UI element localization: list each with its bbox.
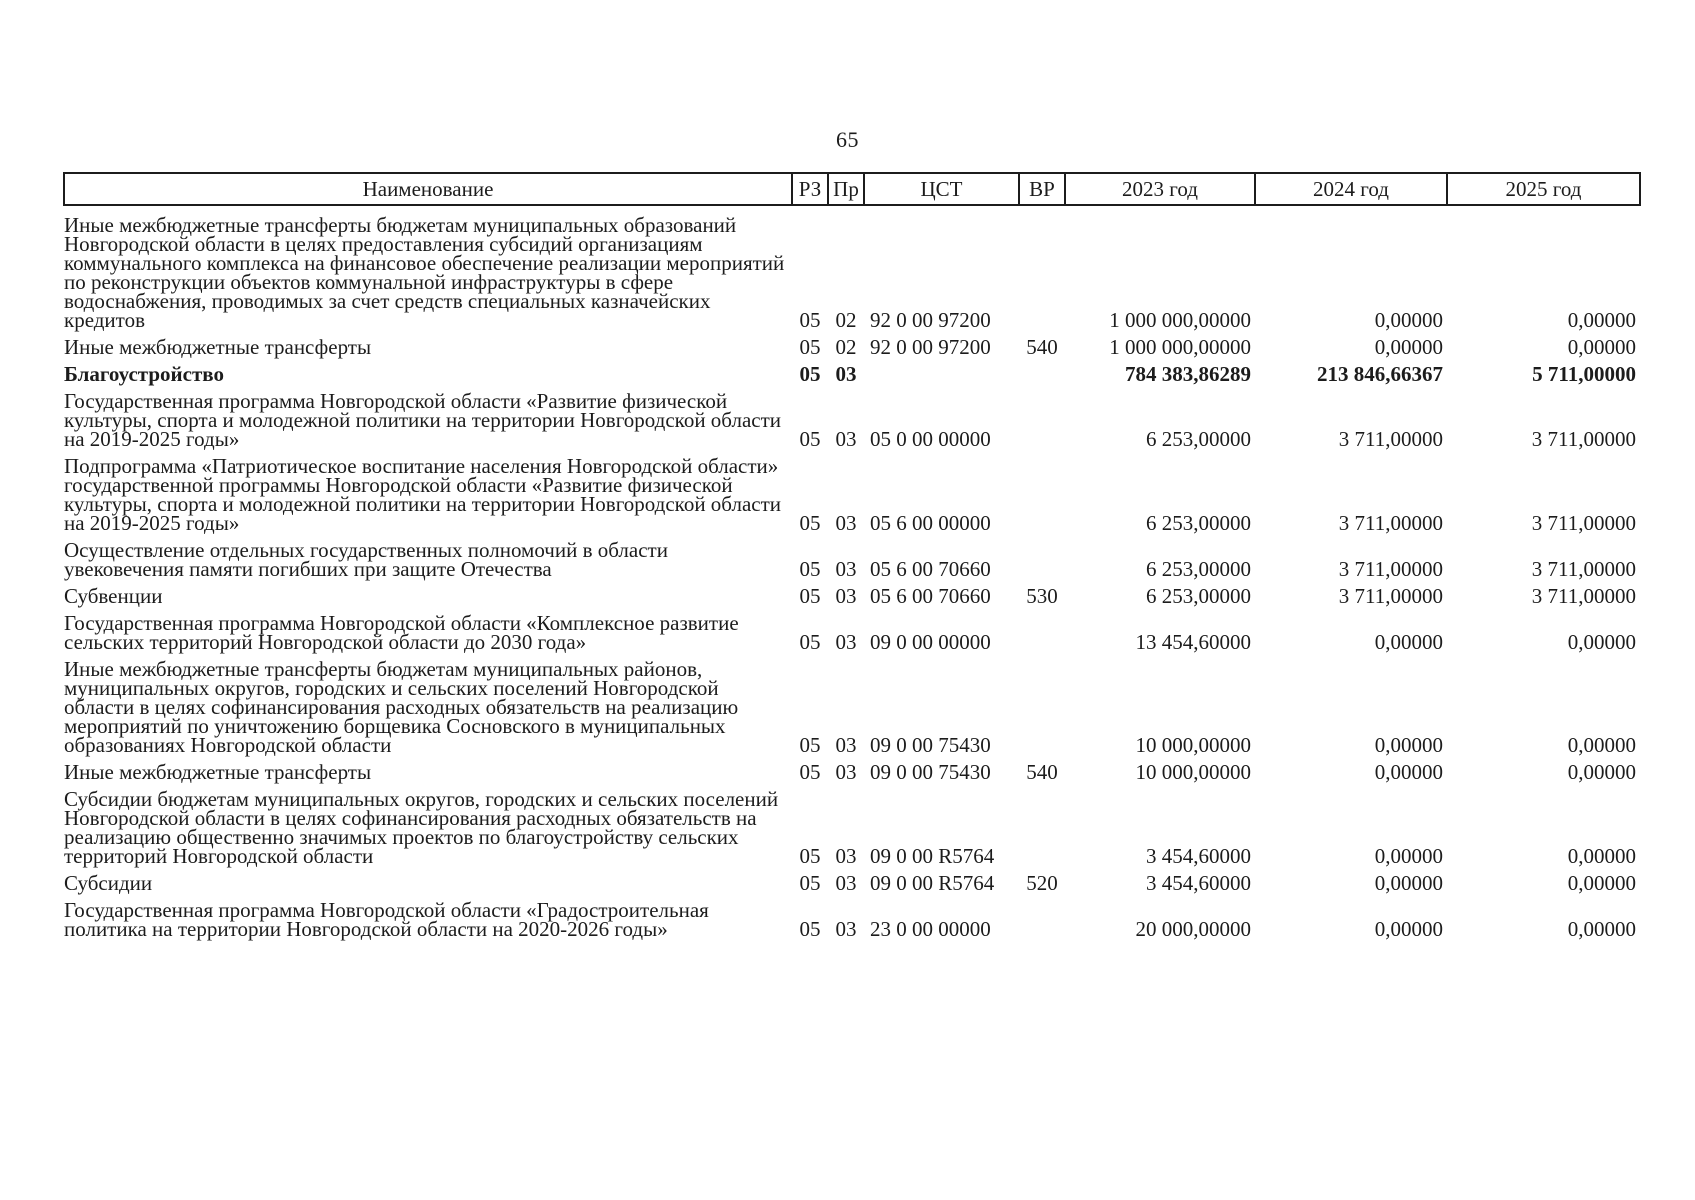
row-rz: 05 — [799, 733, 821, 757]
row-vr: 540 — [1026, 335, 1058, 359]
row-2023: 10 000,00000 — [1135, 733, 1251, 757]
header-name: Наименование — [64, 173, 792, 205]
row-rz: 05 — [799, 557, 821, 581]
row-2025: 0,00000 — [1567, 760, 1636, 784]
row-2023: 1 000 000,00000 — [1109, 308, 1251, 332]
row-cst: 09 0 00 00000 — [870, 630, 991, 654]
table-header-row — [64, 173, 1640, 205]
table-row — [64, 541, 1640, 587]
table-row — [64, 614, 1640, 660]
row-cst: 23 0 00 00000 — [870, 917, 991, 941]
row-rz: 05 — [799, 917, 821, 941]
row-2024: 3 711,00000 — [1338, 557, 1443, 581]
row-vr — [1019, 457, 1065, 541]
row-pr: 03 — [835, 630, 857, 654]
row-rz: 05 — [799, 871, 821, 895]
row-pr: 02 — [835, 335, 857, 359]
row-2025: 3 711,00000 — [1531, 557, 1636, 581]
row-2023: 1 000 000,00000 — [1109, 335, 1251, 359]
row-cst: 05 6 00 70660 — [870, 584, 991, 608]
row-name: Государственная программа Новгородской области «Комплексное развитие сельских территорий Новгородской области до 2030 года» — [64, 611, 739, 654]
row-2025: 0,00000 — [1567, 630, 1636, 654]
row-name: Субвенции — [64, 584, 163, 608]
row-2024: 213 846,66367 — [1317, 362, 1443, 386]
table-row — [64, 205, 1640, 338]
row-cst: 05 0 00 00000 — [870, 427, 991, 451]
table-row — [64, 392, 1640, 457]
row-2024: 3 711,00000 — [1338, 427, 1443, 451]
page-number: 65 — [836, 127, 859, 152]
header-pr: Пр — [828, 173, 864, 205]
row-name: Осуществление отдельных государственных полномочий в области увековечения памяти погибших при защите Отечества — [64, 538, 668, 581]
row-2023: 6 253,00000 — [1146, 511, 1251, 535]
table-row — [64, 457, 1640, 541]
row-pr: 03 — [835, 917, 857, 941]
row-2023: 6 253,00000 — [1146, 557, 1251, 581]
row-vr — [1019, 790, 1065, 874]
row-cst — [864, 365, 1019, 392]
row-name: Субсидии бюджетам муниципальных округов, городских и сельских поселений Новгородской области в целях софинансирования расходных обязательств на реализацию общественно значимых проектов по благоустройству сельских территорий Новгородской области — [64, 787, 779, 868]
row-name: Субсидии — [64, 871, 153, 895]
row-2023: 20 000,00000 — [1135, 917, 1251, 941]
table-row — [64, 874, 1640, 901]
row-2025: 3 711,00000 — [1531, 427, 1636, 451]
row-cst: 92 0 00 97200 — [870, 335, 991, 359]
row-2024: 3 711,00000 — [1338, 584, 1443, 608]
row-2025: 0,00000 — [1567, 733, 1636, 757]
row-2025: 3 711,00000 — [1531, 511, 1636, 535]
row-2023: 3 454,60000 — [1146, 844, 1251, 868]
row-2025: 0,00000 — [1567, 335, 1636, 359]
row-name: Государственная программа Новгородской области «Развитие физической культуры, спорта и молодежной политики на территории Новгородской области на 2019-2025 годы» — [64, 389, 782, 451]
row-vr — [1019, 660, 1065, 763]
header-2025: 2025 год — [1447, 173, 1640, 205]
row-vr — [1019, 205, 1065, 338]
row-name: Иные межбюджетные трансферты — [64, 335, 372, 359]
header-2023: 2023 год — [1065, 173, 1255, 205]
row-2025: 3 711,00000 — [1531, 584, 1636, 608]
row-rz: 05 — [799, 630, 821, 654]
row-2024: 0,00000 — [1374, 871, 1443, 895]
row-cst: 05 6 00 00000 — [870, 511, 991, 535]
row-2025: 0,00000 — [1567, 844, 1636, 868]
row-name: Иные межбюджетные трансферты бюджетам муниципальных образований Новгородской области в целях предоставления субсидий организациям коммунального комплекса на финансовое обеспечение реализации мероприятий по реконструкции объектов коммунальной инфраструктуры в сфере водоснабжения, проводимых за счет средств специальных казначейских кредитов — [64, 213, 785, 332]
row-pr: 03 — [835, 584, 857, 608]
row-pr: 03 — [835, 362, 857, 386]
table-row — [64, 763, 1640, 790]
row-vr — [1019, 541, 1065, 587]
row-pr: 03 — [835, 871, 857, 895]
row-cst: 09 0 00 R5764 — [870, 844, 995, 868]
row-pr: 03 — [835, 511, 857, 535]
row-name: Благоустройство — [64, 362, 224, 386]
row-2025: 0,00000 — [1567, 917, 1636, 941]
row-pr: 03 — [835, 844, 857, 868]
header-2024: 2024 год — [1255, 173, 1447, 205]
row-rz: 05 — [799, 362, 821, 386]
table-row — [64, 790, 1640, 874]
row-cst: 05 6 00 70660 — [870, 557, 991, 581]
row-2024: 0,00000 — [1374, 335, 1443, 359]
table-row — [64, 587, 1640, 614]
row-2024: 0,00000 — [1374, 733, 1443, 757]
row-vr: 520 — [1026, 871, 1058, 895]
row-2024: 0,00000 — [1374, 630, 1443, 654]
row-rz: 05 — [799, 584, 821, 608]
row-vr: 540 — [1026, 760, 1058, 784]
row-2023: 6 253,00000 — [1146, 584, 1251, 608]
row-2023: 3 454,60000 — [1146, 871, 1251, 895]
row-2024: 0,00000 — [1374, 308, 1443, 332]
row-name: Иные межбюджетные трансферты — [64, 760, 372, 784]
row-pr: 03 — [835, 760, 857, 784]
row-name: Государственная программа Новгородской области «Градостроительная политика на территории Новгородской области на 2020-2026 годы» — [64, 898, 709, 941]
table-row — [64, 660, 1640, 763]
row-pr: 03 — [835, 557, 857, 581]
row-vr — [1019, 901, 1065, 947]
row-pr: 03 — [835, 427, 857, 451]
row-rz: 05 — [799, 844, 821, 868]
row-rz: 05 — [799, 308, 821, 332]
row-2024: 0,00000 — [1374, 760, 1443, 784]
header-rz: РЗ — [792, 173, 828, 205]
row-vr — [1019, 365, 1065, 392]
row-2024: 0,00000 — [1374, 917, 1443, 941]
row-cst: 09 0 00 R5764 — [870, 871, 995, 895]
row-2024: 0,00000 — [1374, 844, 1443, 868]
row-2025: 0,00000 — [1567, 308, 1636, 332]
header-cst: ЦСТ — [864, 173, 1019, 205]
row-2025: 0,00000 — [1567, 871, 1636, 895]
row-cst: 92 0 00 97200 — [870, 308, 991, 332]
row-name: Иные межбюджетные трансферты бюджетам муниципальных районов, муниципальных округов, городских и сельских поселений Новгородской области в целях софинансирования расходных обязательств на реализацию мероприятий по уничтожению борщевика Сосновского в муниципальных образованиях Новгородской области — [64, 657, 739, 757]
row-pr: 03 — [835, 733, 857, 757]
row-vr: 530 — [1026, 584, 1058, 608]
table-row — [64, 901, 1640, 947]
row-2023: 784 383,86289 — [1125, 362, 1251, 386]
header-vr: ВР — [1019, 173, 1065, 205]
row-2023: 6 253,00000 — [1146, 427, 1251, 451]
row-cst: 09 0 00 75430 — [870, 733, 991, 757]
row-pr: 02 — [835, 308, 857, 332]
row-cst: 09 0 00 75430 — [870, 760, 991, 784]
row-2023: 10 000,00000 — [1135, 760, 1251, 784]
table-row-section — [64, 365, 1640, 392]
budget-table — [63, 172, 1641, 947]
row-vr — [1019, 392, 1065, 457]
row-2024: 3 711,00000 — [1338, 511, 1443, 535]
row-rz: 05 — [799, 511, 821, 535]
row-name: Подпрограмма «Патриотическое воспитание населения Новгородской области» государственной программы Новгородской области «Развитие физической культуры, спорта и молодежной политики на территории Новгородской области на 2019-2025 годы» — [64, 454, 782, 535]
row-rz: 05 — [799, 335, 821, 359]
row-2025: 5 711,00000 — [1532, 362, 1636, 386]
row-2023: 13 454,60000 — [1135, 630, 1251, 654]
table-row — [64, 338, 1640, 365]
row-rz: 05 — [799, 427, 821, 451]
row-rz: 05 — [799, 760, 821, 784]
row-vr — [1019, 614, 1065, 660]
